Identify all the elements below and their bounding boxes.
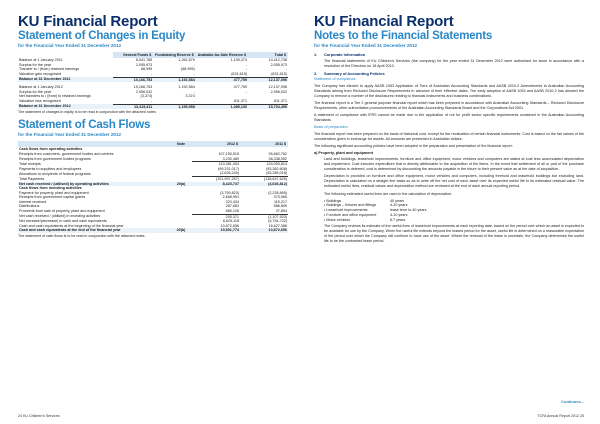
paragraph: Land and buildings, leasehold improvements, furniture and office equipment, motor vehicles and computers are stated at cost less accumulated depreciation and impairment. Cost includes expenditure that is directly attributable to the acquisition of the items. In the event that settlement of all or part of the purchase consideration is deferred, cost is determined by discounting the amounts payable in the future to their present value as at the date of acquisition.	[324, 157, 584, 172]
equity-col-header: Fundraising Reserve $	[155, 53, 194, 57]
row-label: Proceeds from sale of property, plant and equipment	[19, 209, 105, 214]
cell-value: (3,374)	[140, 94, 153, 99]
row-label: Interest received	[19, 199, 47, 204]
row-label: Net cash received / (utilised) in investing activities	[19, 214, 101, 219]
cell-value: 1,195,958	[153, 104, 196, 109]
cell-value: (45,285,018)	[266, 171, 287, 176]
cell-value: (99,331,017)	[218, 166, 239, 171]
cell-value: -	[193, 98, 195, 103]
row-label: Receipts from customers, government bodies and centres	[19, 151, 114, 156]
cell-value: 12,137,096	[248, 77, 288, 82]
section-number: 1.	[314, 52, 318, 57]
notes-subheading: for the Financial Year Ended 31 December 2012	[314, 43, 418, 48]
cell-value: (1,107,920)	[240, 214, 288, 219]
cell-value: 19,501,774	[192, 228, 240, 233]
left-page-footer: 24 KU Children's Services	[18, 414, 60, 418]
section-heading	[314, 52, 584, 57]
row-label: Cash and cash equivalents at the beginning of the financial year	[19, 223, 124, 228]
row-note: 20(a)	[170, 182, 192, 187]
row-note: 20(b)	[170, 228, 192, 233]
useful-life: 4-10 years	[390, 203, 408, 208]
paragraph: The Company reviews its estimate of the useful lives of leasehold improvements at each reporting date, based on the period over which an asset is expected to be available for use by the Company. When the useful life extends beyond the leased period for the asset, useful life is determined on a reasonable expectation of the period over which the Company will continue to have use of the asset. Where the renewal of the lease is uncertain, the Company determines the useful life to be the contracted lease period.	[324, 224, 584, 244]
cell-value: 1,192,584	[178, 85, 195, 90]
row-label: Surplus for the year	[19, 89, 52, 94]
cell-value: -	[151, 98, 153, 103]
cell-value: 110,381,004	[192, 162, 240, 167]
cashflow-table	[18, 141, 288, 233]
row-label: Net transfers to / (from) to retained earnings	[19, 94, 91, 99]
asset-class: • Buildings – fixtures and fittings	[324, 203, 377, 208]
cell-value: 68,995	[140, 67, 153, 72]
useful-life: 40 years	[390, 198, 405, 203]
cell-value: -	[245, 67, 247, 72]
cell-value: 477,759	[196, 77, 248, 82]
row-label: Surplus for the year	[19, 62, 52, 67]
report-title: KU Financial Report	[314, 13, 454, 30]
row-label: Cash flows from investing activities	[19, 186, 82, 191]
cashflow-footnote: The statement of cash flows is to be read in conjunction with the attached notes.	[18, 234, 146, 239]
cell-value: 10,166,753	[113, 77, 153, 82]
cell-value: (68,995)	[181, 67, 195, 72]
policy-title: a) Property, plant and equipment	[314, 151, 373, 156]
paragraph: A statement of compliance with IFRS cannot be made due to the application of not for profit sector specific requirements contained in the Australian Accounting Standards.	[314, 113, 584, 123]
cell-value: 1,261,579	[178, 58, 195, 63]
cell-value: 8,041,785	[135, 58, 153, 63]
cell-value: 680,126	[225, 209, 239, 214]
asset-class: • Motor vehicles	[324, 217, 351, 222]
row-label: Payments to suppliers and employees	[19, 166, 82, 171]
cell-value: (93,362,608)	[266, 166, 287, 171]
section-number: 2.	[314, 70, 318, 76]
cell-value: 37,894	[275, 209, 287, 214]
paragraph: The following significant accounting policies have been adopted in the preparation and presentation of the financial report:	[314, 143, 513, 148]
cashflow-col-2012: 2012 $	[192, 141, 240, 147]
notes-body	[314, 52, 584, 244]
cell-value: -	[151, 71, 153, 76]
cell-value: (101,957,257)	[192, 176, 240, 181]
table-row	[18, 104, 288, 109]
row-label: Total Payments	[19, 176, 45, 181]
row-label: Net increase/(decrease) in cash and cash equivalents	[19, 219, 107, 224]
cell-value: -	[245, 89, 247, 94]
row-label: Distributions	[19, 204, 40, 209]
cashflow-subheading: for the Financial Year Ended 31 December 2012	[18, 132, 122, 138]
cell-value: 2,055,973	[135, 62, 153, 67]
subsection-title: Statement of compliance	[314, 77, 356, 82]
row-label: Payment for property, plant and equipment	[19, 190, 89, 195]
cell-value: (3,759,823)	[220, 190, 239, 195]
cashflow-col-note: Note	[170, 141, 192, 147]
cell-value: 611,371	[233, 98, 247, 103]
cell-value: 611,371	[273, 98, 287, 103]
cell-value: 205,371	[192, 214, 240, 219]
equity-col-header: Available-for-Sale Reserve $	[197, 53, 246, 57]
list-item	[324, 218, 426, 223]
cashflow-heading: Statement of Cash Flows	[18, 119, 151, 132]
cell-value: 95,662,762	[268, 151, 287, 156]
paragraph: The following estimated useful lives are used in the calculation of depreciation:	[324, 191, 453, 196]
table-row	[18, 228, 288, 233]
cell-value: 1,089,130	[196, 104, 248, 109]
cell-value: -	[193, 62, 195, 67]
cell-value: (4,646,812)	[240, 182, 288, 187]
cell-value: -	[193, 71, 195, 76]
row-label: Cash flows from operating activities	[19, 147, 83, 152]
useful-lives-table	[324, 199, 426, 223]
useful-life: 4-10 years	[390, 212, 408, 217]
cell-value: (631,615)	[231, 71, 247, 76]
cell-value: 8,423,747	[192, 182, 240, 187]
subsection-title: Basis of preparation	[314, 125, 348, 130]
row-label: Total receipts	[19, 161, 41, 166]
cell-value: 16,627,388	[268, 223, 287, 228]
section-title: Corporate Information	[324, 52, 366, 57]
cell-value: 107,150,515	[218, 151, 239, 156]
useful-life: lease term to 40 years	[390, 208, 427, 213]
equity-footnote: The statement of changes in equity is to be read in conjunction with the attached notes.	[18, 110, 157, 115]
row-label: Balance at 31 December 2012	[18, 104, 113, 109]
cell-value: 3,374	[185, 94, 195, 99]
cell-value: 115,217	[273, 199, 287, 204]
paragraph: The financial report has been prepared on the basis of historical cost, except for the revaluation of certain financial instruments. Cost is based on the fair values of the consideration given in exchange for assets. All amounts are presented in Australian dollars.	[314, 131, 584, 141]
equity-col-header: General Funds $	[113, 52, 153, 58]
cell-value: 10,412,738	[268, 58, 287, 63]
report-title: KU Financial Report	[18, 13, 158, 30]
equity-col-header: Total $	[248, 52, 288, 58]
cell-value: 10,166,753	[133, 85, 153, 90]
notes-heading: Notes to the Financial Statements	[314, 30, 493, 42]
row-label: Valuation loss recognised	[19, 99, 61, 104]
cell-value: (2,228,895)	[268, 190, 287, 195]
row-label: Balance at 31 December 2011	[18, 77, 113, 82]
cell-value: 477,759	[233, 85, 247, 90]
cell-value: -	[193, 89, 195, 94]
cashflow-col-2011: 2011 $	[240, 141, 288, 147]
cell-value: 1,109,374	[230, 58, 247, 63]
row-label: Valuation gain recognised	[19, 72, 62, 77]
paragraph: The Company has elected to apply AASB 1053 Application of Tiers of Australian Accounting Standards and AASB 2010-2 Amendments to Australian Accounting Standards arising from Reduced Disclosure Requirements in advance of their effective dates. The early adoption of AASB 1053 and AASB 2010-2 has allowed the Company to remove a number of the disclosures relating to financial instruments and business combinations.	[314, 83, 584, 98]
cell-value: 10,872,656	[240, 228, 288, 233]
cell-value: 2,055,973	[270, 62, 287, 67]
row-label: Balance at 1 January 2012	[19, 85, 63, 90]
row-label: Transfer to / (from) retained earnings	[19, 67, 80, 72]
cell-value: 586,899	[273, 204, 287, 209]
continues-label: Continues...	[561, 399, 584, 404]
cell-value: (2,626,240)	[220, 171, 239, 176]
cell-value: 134,000,814	[240, 162, 288, 167]
cell-value: 15,704,499	[248, 104, 288, 109]
paragraph: The financial statements of KU Children's Services (the company) for the year ended 31 December 2012 were authorised for issue in accordance with a resolution of the Directors on 18 April 2013.	[324, 58, 584, 68]
cell-value: (631,615)	[271, 71, 287, 76]
row-label: Receipts from government bodies programs	[19, 156, 91, 161]
cell-value: (5,754,732)	[268, 219, 287, 224]
cell-value: -	[285, 67, 287, 72]
cell-value: 1,192,584	[153, 77, 196, 82]
section-heading	[314, 71, 584, 76]
asset-class: • Furniture and office equipment	[324, 212, 377, 217]
cell-value: (138,647,626)	[240, 176, 288, 181]
cell-value: 373,965	[273, 195, 287, 200]
row-label: Cash and cash equivalents at the end of the financial year	[18, 228, 170, 233]
row-label: Balance at 1 January 2011	[19, 58, 63, 63]
equity-heading: Statement of Changes in Equity	[18, 30, 186, 42]
cell-value: 3,230,489	[222, 156, 239, 161]
cell-value: 13,419,411	[113, 104, 153, 109]
cell-value: 12,137,096	[268, 85, 287, 90]
cell-value: -	[245, 62, 247, 67]
useful-life: 6.7 years	[390, 217, 406, 222]
row-label: Net cash received / (utilised) by operating activities	[18, 182, 170, 187]
asset-class: • Leasehold improvements	[324, 208, 368, 213]
cell-value: 2,668,951	[222, 195, 239, 200]
cell-value: 10,872,656	[220, 223, 239, 228]
cell-value: 38,338,052	[268, 156, 287, 161]
row-label: Allocations to recipients of federal programs	[19, 171, 91, 176]
row-label: Receipts from government capital grants	[19, 195, 86, 200]
right-page	[300, 0, 600, 424]
cell-value: 2,956,032	[270, 89, 287, 94]
right-page-footer: TCFA Annual Report 2012 25	[537, 414, 584, 418]
equity-table	[18, 52, 288, 109]
cell-value: 2,956,032	[135, 89, 153, 94]
paragraph: The financial report is a Tier 2 general purpose financial report which has been prepared in accordance with Australian Accounting Standards – Reduced Disclosure Requirements, other authoritative pronouncements of the Australian Accounting Standards Board and the Corporations Act 2001.	[314, 100, 584, 110]
asset-class: • Buildings	[324, 198, 342, 203]
section-title: Summary of Accounting Policies	[324, 70, 385, 76]
paragraph: Depreciation is provided on furniture and office equipment, motor vehicles and computers, including freehold and leasehold buildings but excluding land. Depreciation is calculated on a straight line basis so as to write off the net cost of each asset over its expected useful life to its estimated residual value. The estimated useful lives, residual values and depreciation method are reviewed at the end of each annual reporting period.	[324, 174, 584, 189]
cell-value: 8,629,118	[222, 219, 239, 224]
cell-value: 323,434	[225, 199, 239, 204]
cell-value: 287,683	[225, 204, 239, 209]
equity-subheading: for the Financial Year Ended 31 December 2012	[18, 43, 122, 48]
